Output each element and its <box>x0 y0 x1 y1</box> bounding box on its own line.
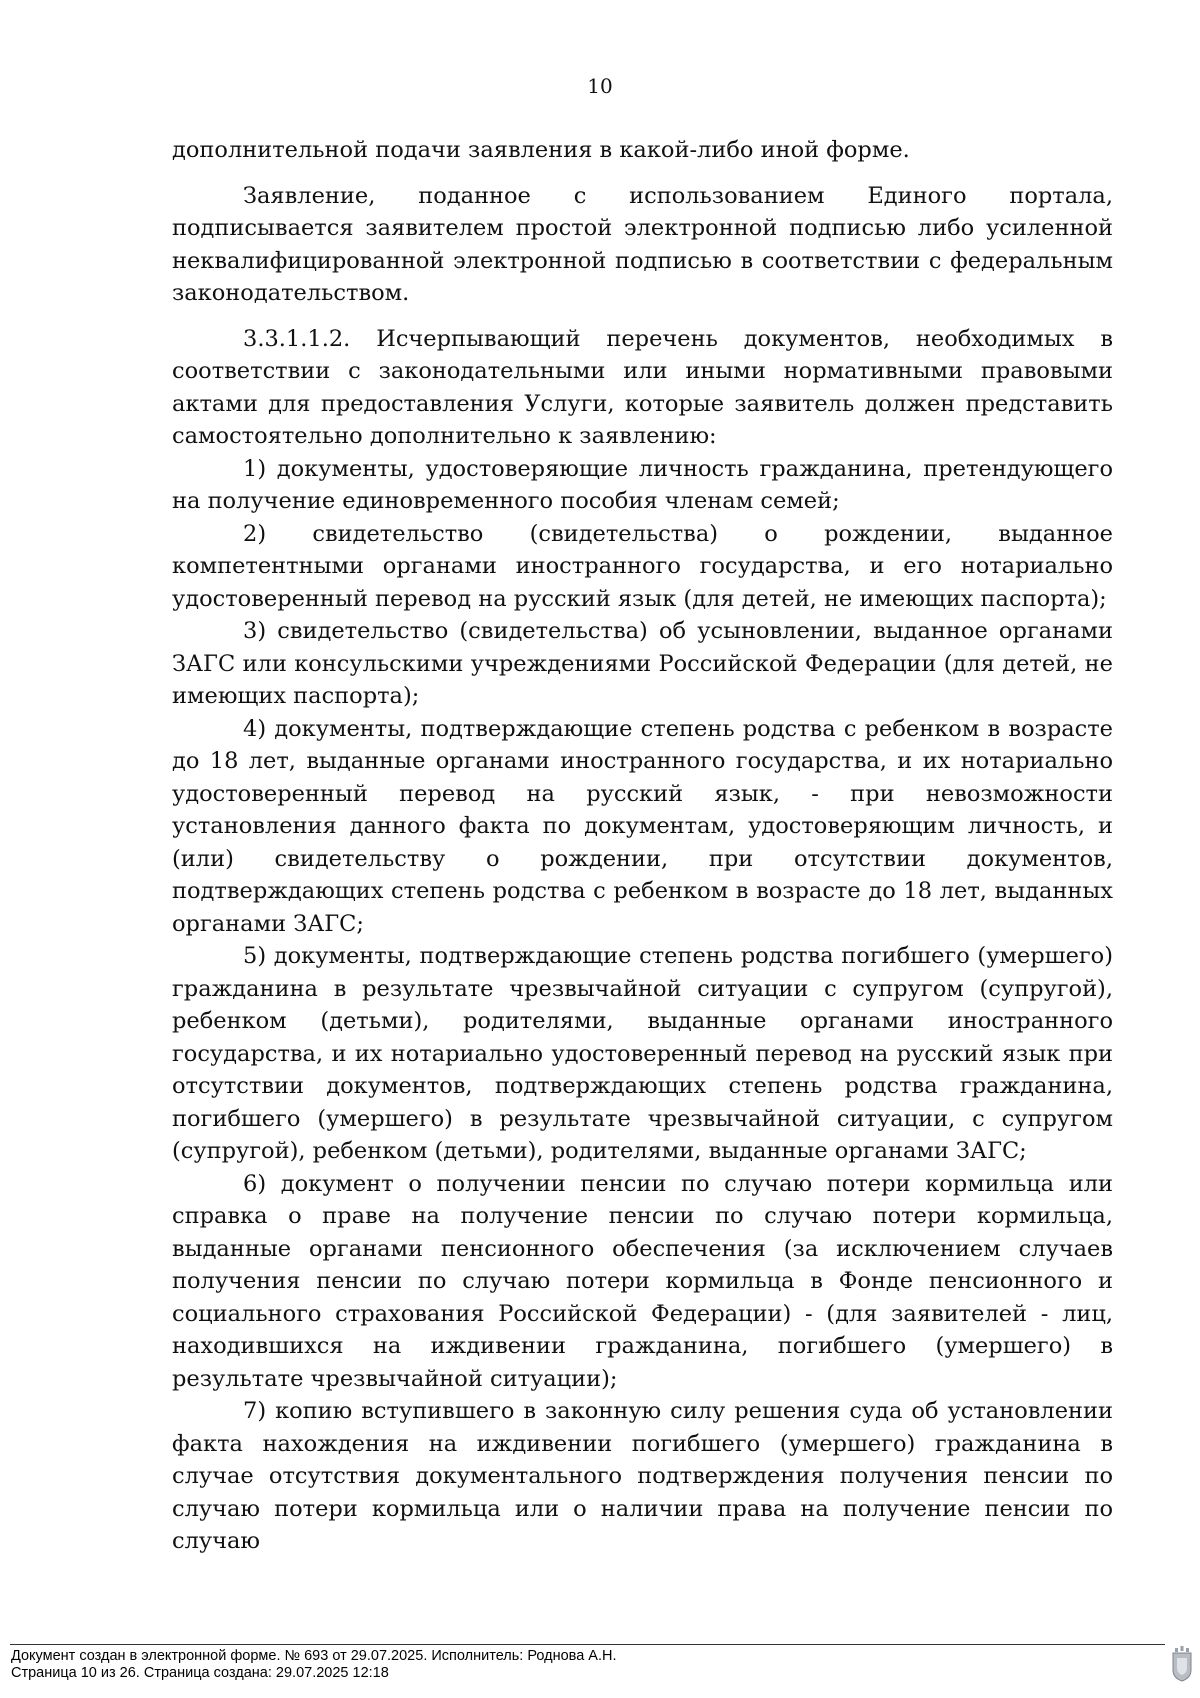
list-item-3: 3) свидетельство (свидетельства) об усыновлении, выданное органами ЗАГС или консульскими учреждениями Российской Федерации (для детей, не имеющих паспорта); <box>172 618 1113 709</box>
footer-page-info: Страница 10 из 26. Страница создана: 29.07.2025 12:18 <box>11 1665 389 1681</box>
list-item-4: 4) документы, подтверждающие степень родства с ребенком в возрасте до 18 лет, выданные органами иностранного государства, и их нотариально удостоверенный перевод на русский язык, - при невозможности установления данного факта по документам, удостоверяющим личность, и (или) свидетельству о рождении, при отсутствии документов, подтверждающих степень родства с ребенком в возрасте до 18 лет, выданных органами ЗАГС; <box>172 715 1113 937</box>
list-item-5: 5) документы, подтверждающие степень родства погибшего (умершего) гражданина в результате чрезвычайной ситуации с супругом (супругой), ребенком (детьми), родителями, выданные органами иностранного государства, и их нотариально удостоверенный перевод на русский язык при отсутствии документов, подтверждающих степень родства гражданина, погибшего (умершего) в результате чрезвычайной ситуации, с супругом (супругой), ребенком (детьми), родителями, выданные органами ЗАГС; <box>172 943 1113 1164</box>
document-footer <box>11 1648 617 1682</box>
list-item-6: 6) документ о получении пенсии по случаю потери кормильца или справка о праве на получение пенсии по случаю потери кормильца, выданные органами пенсионного обеспечения (за исключением случаев получения пенсии по случаю потери кормильца в Фонде пенсионного и социального страхования Российской Федерации) - (для заявителей - лиц, находившихся на иждивении гражданина, погибшего (умершего) в результате чрезвычайной ситуации); <box>172 1170 1113 1392</box>
paragraph-signature: Заявление, поданное с использованием Единого портала, подписывается заявителем простой электронной подписью либо усиленной неквалифицированной электронной подписью в соответствии с федеральным законодательством. <box>172 182 1113 306</box>
footer-document-info: Документ создан в электронной форме. № 693 от 29.07.2025. Исполнитель: Роднова А.Н. <box>11 1648 617 1664</box>
page-number: 10 <box>587 74 613 98</box>
list-item-1: 1) документы, удостоверяющие личность гражданина, претендующего на получение единовременного пособия членам семей; <box>172 455 1113 514</box>
list-item-7: 7) копию вступившего в законную силу решения суда об установлении факта нахождения на иждивении погибшего (умершего) гражданина в случае отсутствия документального подтверждения получения пенсии по случаю потери кормильца или о наличии права на получение пенсии по случаю <box>172 1398 1113 1554</box>
paragraph-section-3-3-1-1-2: 3.3.1.1.2. Исчерпывающий перечень документов, необходимых в соответствии с законодательными или иными нормативными правовыми актами для предоставления Услуги, которые заявитель должен представить самостоятельно дополнительно к заявлению: <box>172 325 1113 449</box>
paragraph-continuation: дополнительной подачи заявления в какой-либо иной форме. <box>172 137 910 163</box>
document-body <box>172 134 1113 1558</box>
list-item-2: 2) свидетельство (свидетельства) о рождении, выданное компетентными органами иностранного государства, и его нотариально удостоверенный перевод на русский язык (для детей, не имеющих паспорта); <box>172 520 1113 612</box>
coat-of-arms-icon <box>1171 1646 1193 1682</box>
footer-divider <box>10 1644 1165 1645</box>
